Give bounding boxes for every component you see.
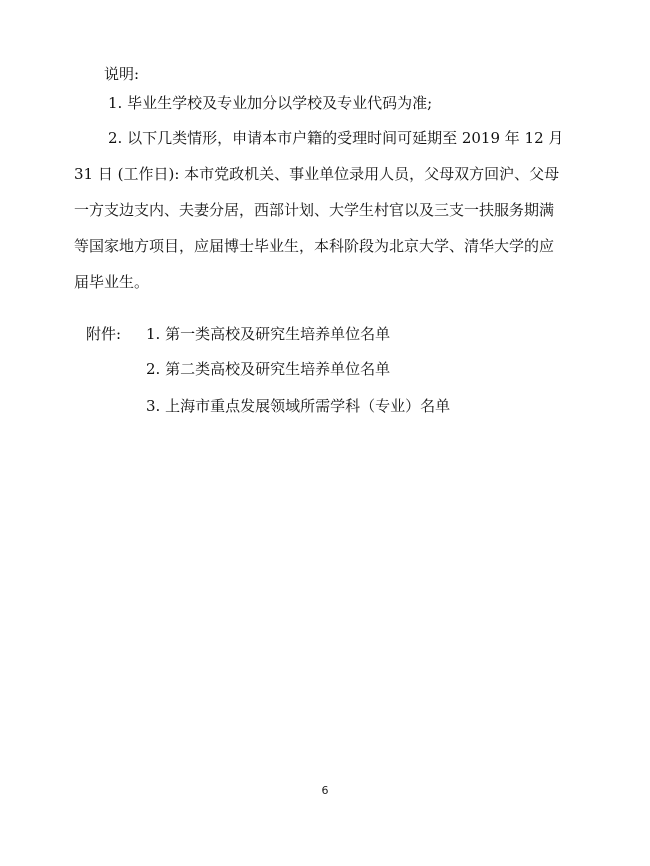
note-2-line-5: 届毕业生。 xyxy=(74,273,150,291)
attachment-item-3: 3. 上海市重点发展领域所需学科（专业）名单 xyxy=(146,397,451,415)
attachment-item-1: 1. 第一类高校及研究生培养单位名单 xyxy=(146,325,391,343)
note-2-line-4: 等国家地方项目，应届博士毕业生，本科阶段为北京大学、清华大学的应 xyxy=(74,237,555,255)
attachments-label: 附件: xyxy=(86,325,122,343)
note-2-line-2: 31 日 (工作日): 本市党政机关、事业单位录用人员，父母双方回沪、父母 xyxy=(74,165,560,183)
note-item-1: 1. 毕业生学校及专业加分以学校及专业代码为准; xyxy=(108,94,433,112)
attachment-item-2: 2. 第二类高校及研究生培养单位名单 xyxy=(146,360,391,378)
note-2-line-1: 2. 以下几类情形，申请本市户籍的受理时间可延期至 2019 年 12 月 xyxy=(108,129,564,147)
note-2-line-3: 一方支边支内、夫妻分居，西部计划、大学生村官以及三支一扶服务期满 xyxy=(74,201,555,219)
page-number: 6 xyxy=(321,784,329,797)
notes-heading: 说明: xyxy=(104,65,140,83)
